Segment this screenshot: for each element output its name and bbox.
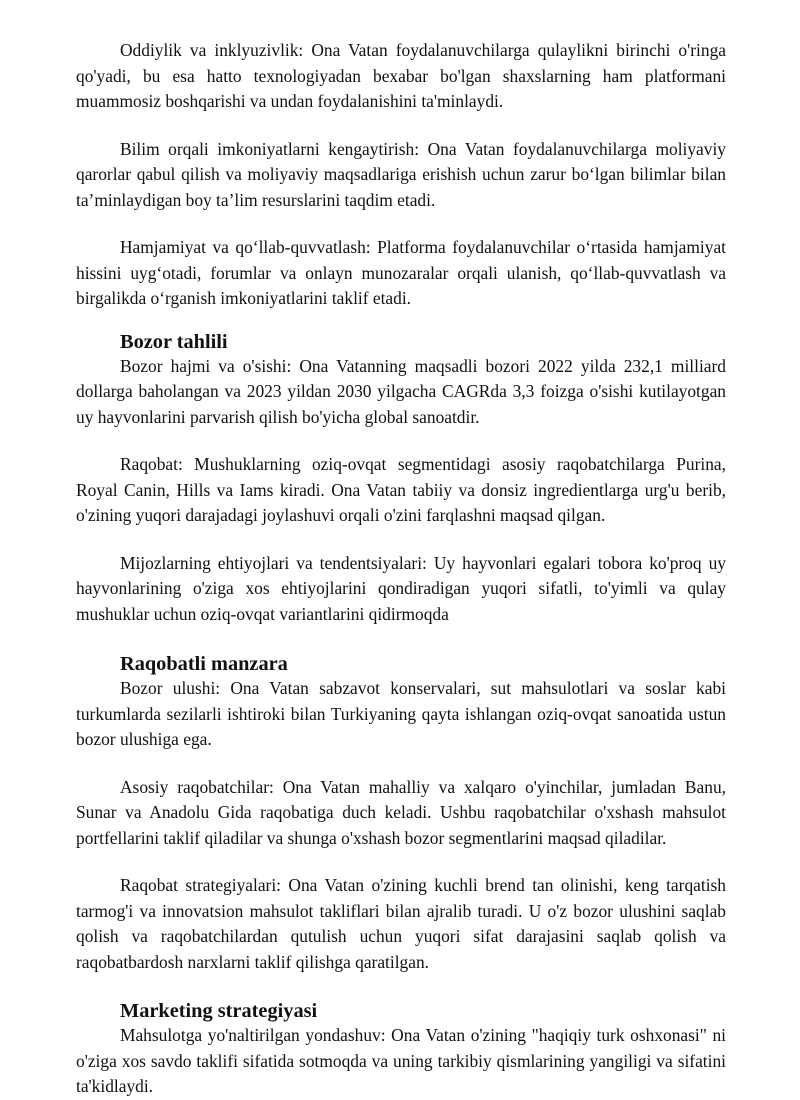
heading-marketing-strategy: Marketing strategiyasi (120, 1000, 318, 1022)
paragraph-market-share: Bozor ulushi: Ona Vatan sabzavot konservalari, sut mahsulotlari va soslar kabi turkumlarda sezilarli ishtiroki bilan Turkiyaning qayta ishlangan oziq-ovqat sanoatida ustun bozor ulushiga ega. (76, 678, 726, 749)
document-page (76, 0, 726, 1096)
paragraph-competition: Raqobat: Mushuklarning oziq-ovqat segmentidagi asosiy raqobatchilarga Purina, Royal Canin, Hills va Iams kiradi. Ona Vatan tabiiy va donsiz ingredientlarga urg'u berib, o'zining yuqori darajadagi joylashuvi orqali o'zini farqlashni maqsad qilgan. (76, 454, 726, 525)
paragraph-empowerment-knowledge: Bilim orqali imkoniyatlarni kengaytirish: Ona Vatan foydalanuvchilarga moliyaviy qarorlar qabul qilish va moliyaviy maqsadlariga erishish uchun zarur bo‘lgan bilimlar bilan ta’minlaydigan boy ta’lim resurslarini taqdim etadi. (76, 138, 726, 210)
paragraph-market-size: Bozor hajmi va o'sishi: Ona Vatanning maqsadli bozori 2022 yilda 232,1 milliard dollarga baholangan va 2023 yildan 2030 yilgacha CAGRda 3,3 foizga o'sishi kutilayotgan uy hayvonlarini parvarish qilish bo'yicha global sanoatdir. (76, 355, 726, 427)
heading-competitive-landscape: Raqobatli manzara (120, 653, 288, 675)
paragraph-simplicity-inclusivity: Oddiylik va inklyuzivlik: Ona Vatan foydalanuvchilarga qulaylikni birinchi o'ringa qo'yadi, bu esa hatto texnologiyadan bexabar bo'lgan shaxslarning ham platformani muammosiz boshqarishi va undan foydalanishini ta'minlaydi. (76, 40, 726, 111)
paragraph-key-competitors: Asosiy raqobatchilar: Ona Vatan mahalliy va xalqaro o'yinchilar, jumladan Banu, Sunar va Anadolu Gida raqobatiga duch keladi. Ushbu raqobatchilar o'xshash mahsulot portfellarini taklif qiladilar va shunga o'xshash bozor segmentlarini maqsad qiladilar. (76, 776, 726, 848)
heading-market-analysis: Bozor tahlili (120, 330, 228, 353)
paragraph-community-support: Hamjamiyat va qo‘llab-quvvatlash: Platforma foydalanuvchilar o‘rtasida hamjamiyat hissini uyg‘otadi, forumlar va onlayn munozaralar orqali ulanish, qo‘llab-quvvatlash va birgalikda o‘rganish imkoniyatlarini taklif etadi. (76, 237, 726, 308)
paragraph-competitive-strategies: Raqobat strategiyalari: Ona Vatan o'zining kuchli brend tan olinishi, keng tarqatish tarmog'i va innovatsion mahsulot takliflari bilan ajralib turadi. U o'z bozor ulushini saqlab qolish va raqobatchilardan qutulish uchun yuqori sifat darajasini saqlab qolish va raqobatbardosh narxlarni taklif qilishga qaratilgan. (76, 875, 726, 972)
paragraph-product-approach: Mahsulotga yo'naltirilgan yondashuv: Ona Vatan o'zining "haqiqiy turk oshxonasi" ni o'ziga xos savdo taklifi sifatida sotmoqda va uning tarkibiy qismlarining yangiligi va sifatini ta'kidlaydi. (76, 1025, 726, 1096)
paragraph-customer-needs: Mijozlarning ehtiyojlari va tendentsiyalari: Uy hayvonlari egalari tobora ko'proq uy hayvonlarining o'ziga xos ehtiyojlarini qondiradigan yuqori sifatli, to'yimli va qulay mushuklar uchun oziq-ovqat variantlarini qidirmoqda (76, 552, 726, 624)
